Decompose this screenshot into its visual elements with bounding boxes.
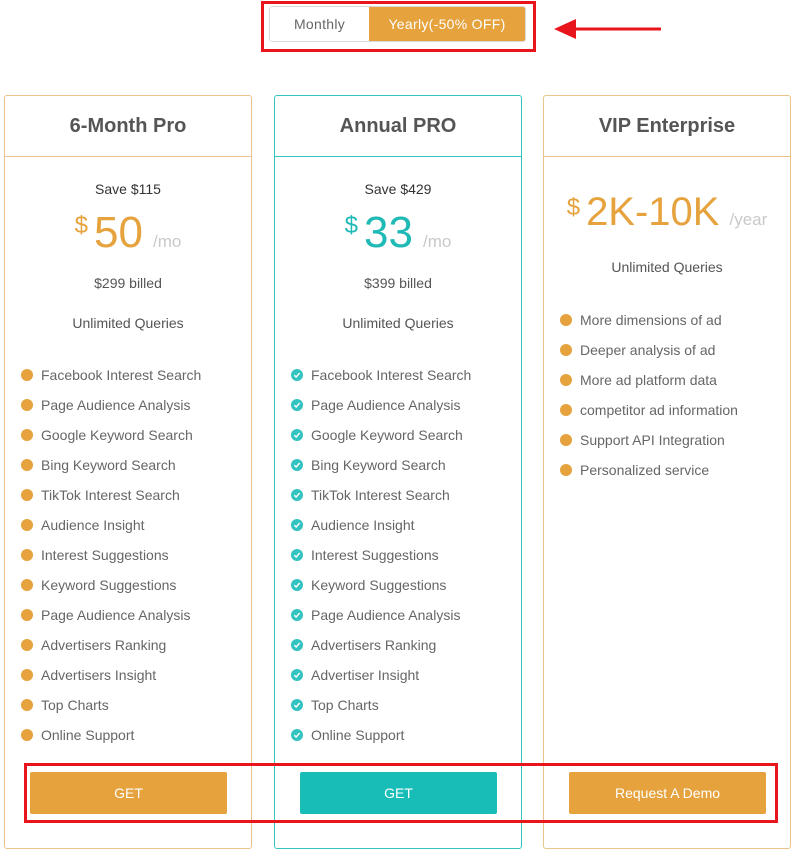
price-amount: 33 (364, 208, 413, 257)
feature-label: Bing Keyword Search (41, 457, 176, 473)
bullet-dot-icon (21, 699, 33, 711)
feature-label: More ad platform data (580, 372, 717, 388)
bullet-dot-icon (21, 609, 33, 621)
feature-item (21, 570, 201, 600)
bullet-dot-icon (21, 639, 33, 651)
yearly-option[interactable]: Yearly(-50% OFF) (369, 7, 525, 41)
feature-list (291, 360, 471, 750)
billing-toggle[interactable] (269, 6, 526, 42)
request-demo-button[interactable]: Request A Demo (569, 772, 766, 814)
red-arrow-icon (554, 17, 662, 41)
check-circle-icon (291, 639, 303, 651)
price-period: /year (729, 210, 768, 229)
plan-card-vip-enterprise (543, 95, 791, 849)
bullet-dot-icon (21, 729, 33, 741)
feature-item (560, 425, 738, 455)
feature-item (21, 660, 201, 690)
check-circle-icon (291, 369, 303, 381)
price-period: /mo (422, 232, 452, 251)
check-circle-icon (291, 579, 303, 591)
feature-label: Keyword Suggestions (311, 577, 447, 593)
feature-label: Deeper analysis of ad (580, 342, 716, 358)
feature-label: TikTok Interest Search (311, 487, 450, 503)
price-period: /mo (152, 232, 182, 251)
feature-item (21, 480, 201, 510)
bullet-dot-icon (560, 434, 572, 446)
feature-label: Facebook Interest Search (41, 367, 202, 383)
feature-item (291, 480, 471, 510)
feature-label: competitor ad information (580, 402, 738, 418)
queries-text: Unlimited Queries (611, 259, 723, 275)
plan-card-6-month-pro (4, 95, 252, 849)
feature-item (291, 360, 471, 390)
feature-list (560, 305, 738, 485)
bullet-dot-icon (560, 404, 572, 416)
feature-label: Google Keyword Search (311, 427, 463, 443)
feature-item (291, 420, 471, 450)
currency-symbol: $ (74, 212, 89, 239)
feature-item (291, 450, 471, 480)
bullet-dot-icon (21, 429, 33, 441)
feature-item (21, 540, 201, 570)
queries-text: Unlimited Queries (342, 315, 454, 331)
feature-label: Page Audience Analysis (311, 397, 461, 413)
bullet-dot-icon (21, 519, 33, 531)
feature-label: Audience Insight (41, 517, 145, 533)
plan-title: VIP Enterprise (544, 96, 790, 157)
feature-label: Advertisers Insight (41, 667, 157, 683)
feature-item (560, 365, 738, 395)
plan-title: Annual PRO (275, 96, 521, 157)
feature-label: Support API Integration (580, 432, 725, 448)
plan-card-annual-pro (274, 95, 522, 849)
buttons-highlight-box (24, 763, 778, 823)
feature-item (21, 450, 201, 480)
feature-item (291, 570, 471, 600)
check-circle-icon (291, 549, 303, 561)
price-amount: 2K-10K (586, 190, 720, 234)
feature-label: Page Audience Analysis (311, 607, 461, 623)
bullet-dot-icon (21, 669, 33, 681)
feature-label: Advertisers Ranking (41, 637, 167, 653)
feature-item (291, 600, 471, 630)
check-circle-icon (291, 699, 303, 711)
bullet-dot-icon (560, 464, 572, 476)
feature-label: Advertisers Ranking (311, 637, 437, 653)
feature-item (291, 720, 471, 750)
check-circle-icon (291, 669, 303, 681)
get-button[interactable]: GET (30, 772, 227, 814)
bullet-dot-icon (21, 459, 33, 471)
check-circle-icon (291, 399, 303, 411)
save-text: Save $115 (95, 181, 161, 197)
bullet-dot-icon (21, 369, 33, 381)
feature-item (291, 390, 471, 420)
feature-item (21, 600, 201, 630)
feature-label: Interest Suggestions (41, 547, 169, 563)
check-circle-icon (291, 519, 303, 531)
feature-label: Personalized service (580, 462, 710, 478)
price (544, 190, 790, 235)
currency-symbol: $ (344, 212, 359, 239)
feature-label: Page Audience Analysis (41, 397, 191, 413)
feature-item (291, 630, 471, 660)
feature-item (291, 540, 471, 570)
check-circle-icon (291, 489, 303, 501)
price (5, 208, 251, 258)
monthly-option[interactable]: Monthly (270, 7, 369, 41)
feature-item (291, 690, 471, 720)
bullet-dot-icon (21, 549, 33, 561)
feature-list (21, 360, 201, 750)
feature-item (291, 660, 471, 690)
check-circle-icon (291, 459, 303, 471)
check-circle-icon (291, 429, 303, 441)
feature-item (21, 420, 201, 450)
feature-item (21, 510, 201, 540)
feature-item (291, 510, 471, 540)
queries-text: Unlimited Queries (72, 315, 184, 331)
feature-item (21, 630, 201, 660)
check-circle-icon (291, 609, 303, 621)
check-circle-icon (291, 729, 303, 741)
feature-label: Page Audience Analysis (41, 607, 191, 623)
get-button[interactable]: GET (300, 772, 497, 814)
currency-symbol: $ (566, 194, 581, 221)
feature-item (21, 390, 201, 420)
feature-item (560, 305, 738, 335)
feature-item (560, 335, 738, 365)
billed-text: $399 billed (364, 275, 432, 291)
save-text: Save $429 (364, 181, 432, 197)
feature-label: Top Charts (311, 697, 379, 713)
bullet-dot-icon (21, 579, 33, 591)
feature-label: Advertiser Insight (311, 667, 420, 683)
billed-text: $299 billed (94, 275, 162, 291)
feature-label: TikTok Interest Search (41, 487, 180, 503)
feature-label: Online Support (41, 727, 135, 743)
feature-label: More dimensions of ad (580, 312, 722, 328)
feature-label: Audience Insight (311, 517, 415, 533)
bullet-dot-icon (560, 314, 572, 326)
feature-label: Google Keyword Search (41, 427, 193, 443)
bullet-dot-icon (21, 489, 33, 501)
feature-label: Bing Keyword Search (311, 457, 446, 473)
feature-item (560, 395, 738, 425)
feature-item (21, 360, 201, 390)
feature-item (21, 720, 201, 750)
bullet-dot-icon (560, 374, 572, 386)
feature-label: Facebook Interest Search (311, 367, 472, 383)
price-amount: 50 (94, 208, 143, 257)
bullet-dot-icon (21, 399, 33, 411)
plan-title: 6-Month Pro (5, 96, 251, 157)
bullet-dot-icon (560, 344, 572, 356)
feature-item (560, 455, 738, 485)
feature-label: Top Charts (41, 697, 109, 713)
feature-label: Online Support (311, 727, 405, 743)
price (275, 208, 521, 258)
feature-label: Keyword Suggestions (41, 577, 177, 593)
feature-item (21, 690, 201, 720)
feature-label: Interest Suggestions (311, 547, 439, 563)
